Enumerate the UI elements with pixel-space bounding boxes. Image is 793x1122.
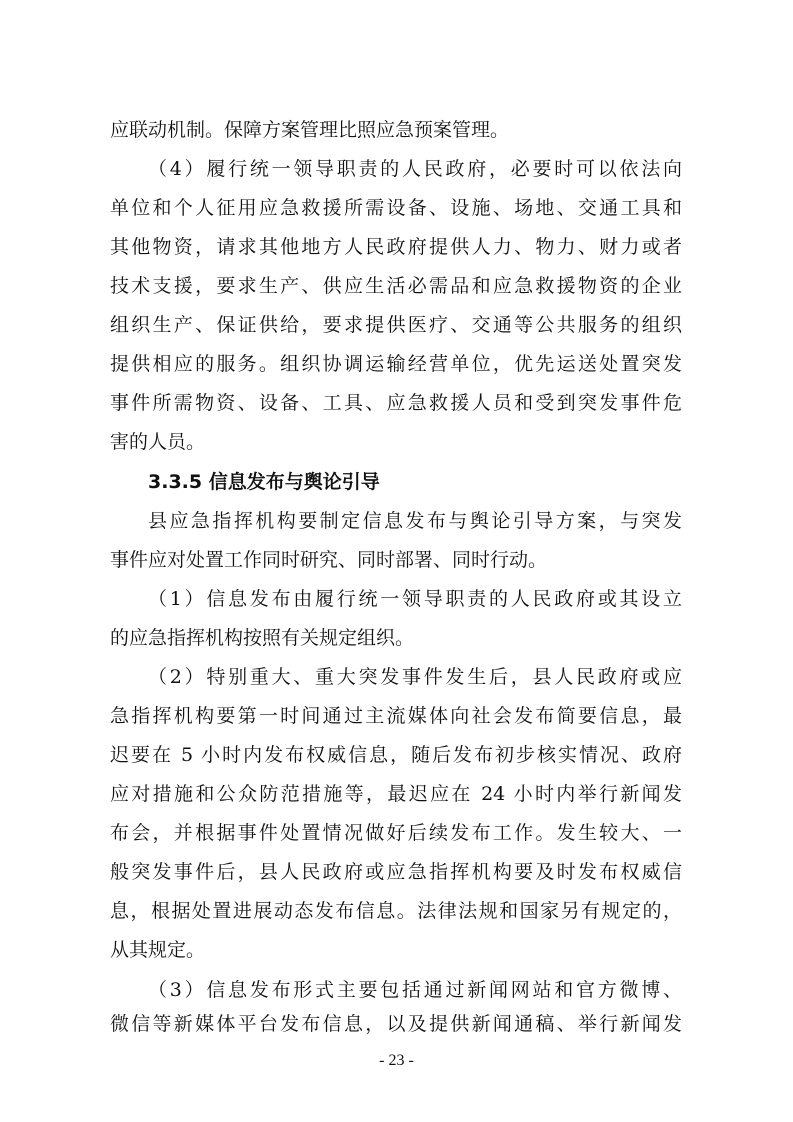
text-line-13: （1）信息发布由履行统一领导职责的人民政府或其设立 [148, 588, 682, 610]
text-line-11: 县应急指挥机构要制定信息发布与舆论引导方案，与突发 [148, 510, 682, 532]
text-line-23: （3）信息发布形式主要包括通过新闻网站和官方微博、 [148, 979, 682, 1001]
text-line-9: 害的人员。 [110, 431, 206, 453]
text-line-7: 提供相应的服务。组织协调运输经营单位，优先运送处置突发 [110, 353, 682, 375]
text-line-16: 急指挥机构要第一时间通过主流媒体向社会发布简要信息，最 [110, 705, 682, 727]
text-line-17: 迟要在 5 小时内发布权威信息，随后发布初步核实情况、政府 [110, 744, 682, 766]
text-line-24: 微信等新媒体平台发布信息，以及提供新闻通稿、举行新闻发 [110, 1013, 682, 1035]
text-line-4: 其他物资，请求其他地方人民政府提供人力、物力、财力或者 [110, 236, 682, 258]
text-line-6: 组织生产、保证供给，要求提供医疗、交通等公共服务的组织 [110, 314, 682, 336]
text-line-15: （2）特别重大、重大突发事件发生后，县人民政府或应 [148, 666, 682, 688]
text-line-12: 事件应对处置工作同时研究、同时部署、同时行动。 [110, 549, 548, 571]
text-line-8: 事件所需物资、设备、工具、应急救援人员和受到突发事件危 [110, 392, 682, 414]
text-line-2: （4）履行统一领导职责的人民政府，必要时可以依法向 [148, 158, 682, 180]
text-line-1: 应联动机制。保障方案管理比照应急预案管理。 [110, 119, 510, 141]
text-line-18: 应对措施和公众防范措施等，最迟应在 24 小时内举行新闻发 [110, 783, 682, 805]
text-line-19: 布会，并根据事件处置情况做好后续发布工作。发生较大、一 [110, 822, 682, 844]
text-line-21: 息，根据处置进展动态发布信息。法律法规和国家另有规定的， [110, 900, 682, 922]
text-line-22: 从其规定。 [110, 939, 206, 961]
text-line-14: 的应急指挥机构按照有关规定组织。 [110, 627, 415, 649]
text-line-3: 单位和个人征用应急救援所需设备、设施、场地、交通工具和 [110, 197, 682, 219]
text-line-20: 般突发事件后，县人民政府或应急指挥机构要及时发布权威信 [110, 861, 682, 883]
text-line-5: 技术支援，要求生产、供应生活必需品和应急救援物资的企业 [110, 275, 682, 297]
page-number: - 23 - [379, 1052, 414, 1069]
section-heading-3-3-5: 3.3.5 信息发布与舆论引导 [148, 471, 380, 493]
